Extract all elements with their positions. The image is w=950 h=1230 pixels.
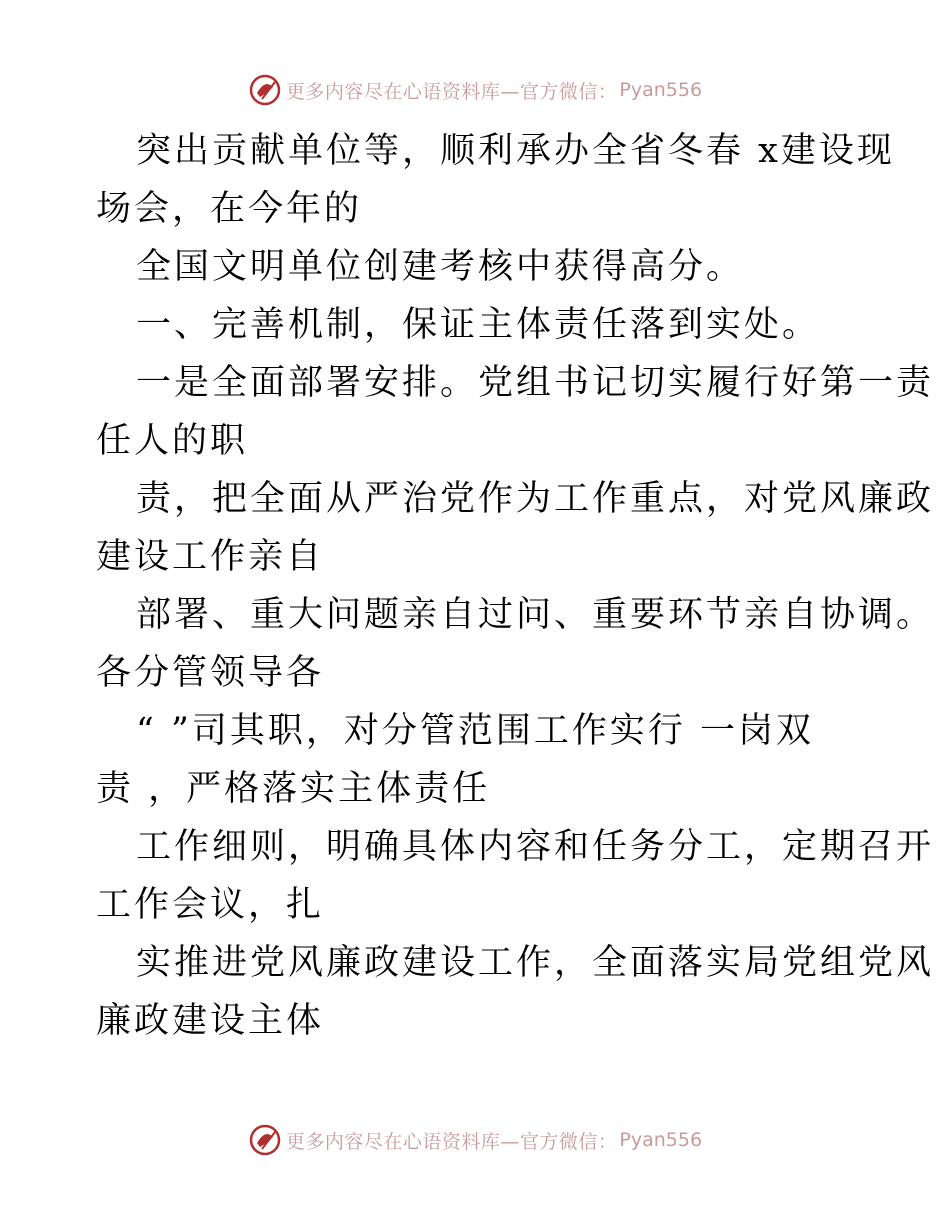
body-line: 工作会议，扎 bbox=[96, 885, 325, 925]
body-line: 实推进党风廉政建设工作，全面落实局党组党风 bbox=[136, 943, 935, 983]
body-line: 廉政建设主体 bbox=[96, 1001, 325, 1041]
body-line: 部署、重大问题亲自过问、重要环节亲自协调。 bbox=[136, 595, 935, 635]
section-heading: 一、完善机制，保证主体责任落到实处。 bbox=[136, 305, 821, 345]
logo-icon bbox=[248, 73, 282, 107]
body-line: 场会，在今年的 bbox=[96, 189, 363, 229]
body-line: “ ”司其职，对分管范围工作实行 一岗双 bbox=[136, 711, 815, 751]
footer-watermark bbox=[0, 1120, 950, 1160]
logo-icon bbox=[248, 1123, 282, 1157]
body-line: 突出贡献单位等，顺利承办全省冬春 x建设现 bbox=[136, 131, 895, 171]
header-watermark bbox=[0, 70, 950, 110]
body-line: 任人的职 bbox=[96, 421, 249, 461]
body-line: 工作细则，明确具体内容和任务分工，定期召开 bbox=[136, 827, 935, 867]
body-line: 建设工作亲自 bbox=[96, 537, 325, 577]
body-line: 各分管领导各 bbox=[96, 653, 325, 693]
wechat-id: Pyan556 bbox=[619, 79, 703, 101]
body-line: 责 ，严格落实主体责任 bbox=[96, 769, 491, 809]
watermark-text: 更多内容尽在心语资料库—官方微信： bbox=[285, 80, 618, 103]
document-body bbox=[96, 122, 935, 1050]
body-line: 全国文明单位创建考核中获得高分。 bbox=[136, 247, 745, 287]
wechat-id: Pyan556 bbox=[619, 1129, 703, 1151]
body-line: 责，把全面从严治党作为工作重点，对党风廉政 bbox=[136, 479, 935, 519]
watermark-text: 更多内容尽在心语资料库—官方微信： bbox=[285, 1130, 618, 1153]
body-line: 一是全面部署安排。党组书记切实履行好第一责 bbox=[136, 363, 935, 403]
